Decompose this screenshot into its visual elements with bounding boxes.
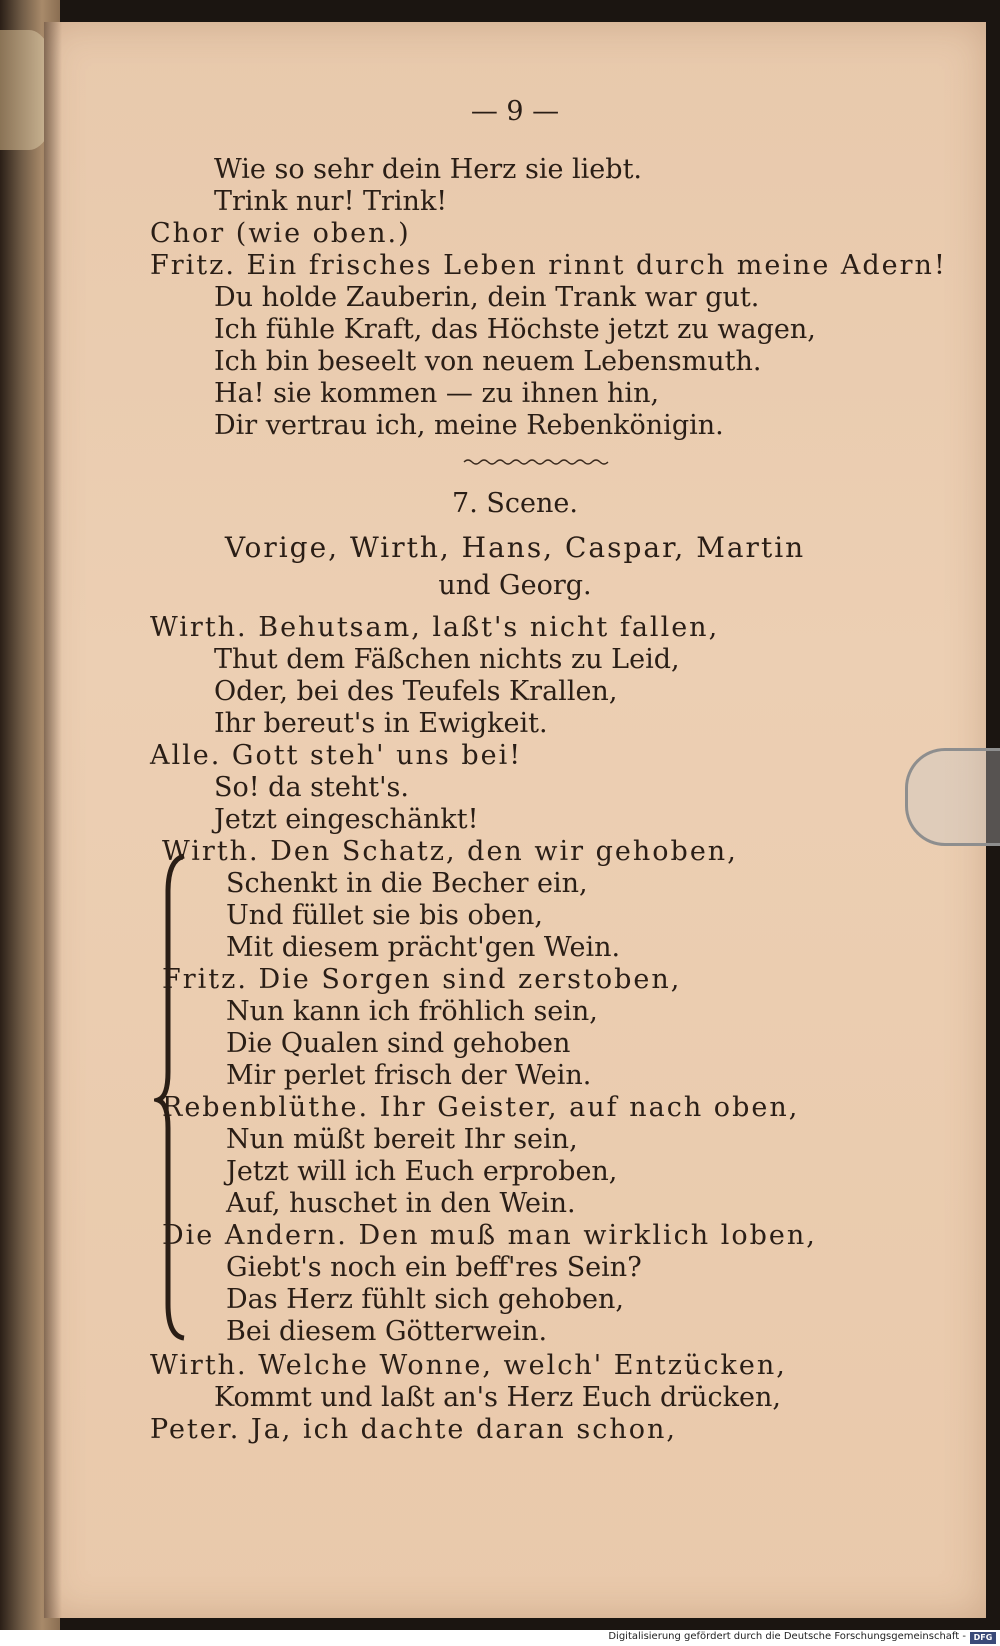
verse-line: Die Qualen sind gehoben (226, 1028, 571, 1059)
verse-line: Jetzt eingeschänkt! (214, 804, 479, 835)
verse-line: Ich bin beseelt von neuem Lebensmuth. (214, 346, 762, 377)
page-text (44, 22, 986, 1618)
plastic-clip (905, 748, 1000, 846)
verse-line: Bei diesem Götterwein. (226, 1316, 548, 1347)
verse-line: Oder, bei des Teufels Krallen, (214, 676, 618, 707)
verse-line: Du holde Zauberin, dein Trank war gut. (214, 282, 760, 313)
dfg-logo: DFG (970, 1632, 996, 1644)
book-page (44, 22, 986, 1618)
verse-line: Schenkt in die Becher ein, (226, 868, 588, 899)
verse-line: Nun müßt bereit Ihr sein, (226, 1124, 578, 1155)
speaker-line: Fritz. Die Sorgen sind zerstoben, (162, 964, 682, 995)
page-number: — 9 — (470, 96, 560, 127)
footer-bar (0, 1630, 1000, 1646)
binding-shadow (44, 22, 62, 1618)
verse-line: Giebt's noch ein beff'res Sein? (226, 1252, 642, 1283)
speaker-line: Wirth. Welche Wonne, welch' Entzücken, (150, 1350, 787, 1381)
speaker-line: Die Andern. Den muß man wirklich loben, (162, 1220, 817, 1251)
speaker-line: Peter. Ja, ich dachte daran schon, (150, 1414, 677, 1445)
stage-direction: Chor (wie oben.) (150, 218, 411, 249)
verse-line: Mit diesem prächt'gen Wein. (226, 932, 621, 963)
verse-line: Thut dem Fäßchen nichts zu Leid, (214, 644, 680, 675)
verse-line: Dir vertrau ich, meine Rebenkönigin. (214, 410, 724, 441)
verse-line: Kommt und laßt an's Herz Euch drücken, (214, 1382, 781, 1413)
speaker-line: Wirth. Den Schatz, den wir gehoben, (162, 836, 738, 867)
verse-line: Jetzt will ich Euch erproben, (226, 1156, 618, 1187)
ornament-divider (462, 456, 612, 468)
verse-line: Ihr bereut's in Ewigkeit. (214, 708, 548, 739)
scene-title: 7. Scene. (452, 488, 578, 519)
speaker-line: Rebenblüthe. Ihr Geister, auf nach oben, (162, 1092, 800, 1123)
verse-line: Das Herz fühlt sich gehoben, (226, 1284, 624, 1315)
verse-line: Trink nur! Trink! (214, 186, 448, 217)
curly-bracket (154, 852, 194, 1342)
speaker-line: Wirth. Behutsam, laßt's nicht fallen, (150, 612, 720, 643)
verse-line: Nun kann ich fröhlich sein, (226, 996, 598, 1027)
verse-line: Und füllet sie bis oben, (226, 900, 543, 931)
scene-cast-continued: und Georg. (438, 570, 592, 601)
speaker-line: Fritz. Ein frisches Leben rinnt durch meine Adern! (150, 250, 947, 281)
verse-line: Auf, huschet in den Wein. (226, 1188, 576, 1219)
verse-line: So! da steht's. (214, 772, 409, 803)
scene-cast: Vorige, Wirth, Hans, Caspar, Martin (224, 531, 806, 564)
verse-line: Ha! sie kommen — zu ihnen hin, (214, 378, 660, 409)
verse-line: Mir perlet frisch der Wein. (226, 1060, 592, 1091)
verse-line: Wie so sehr dein Herz sie liebt. (214, 154, 643, 185)
verse-line: Ich fühle Kraft, das Höchste jetzt zu wagen, (214, 314, 816, 345)
speaker-line: Alle. Gott steh' uns bei! (150, 740, 523, 771)
footer-credit: Digitalisierung gefördert durch die Deutsche Forschungsgemeinschaft - (608, 1631, 966, 1642)
